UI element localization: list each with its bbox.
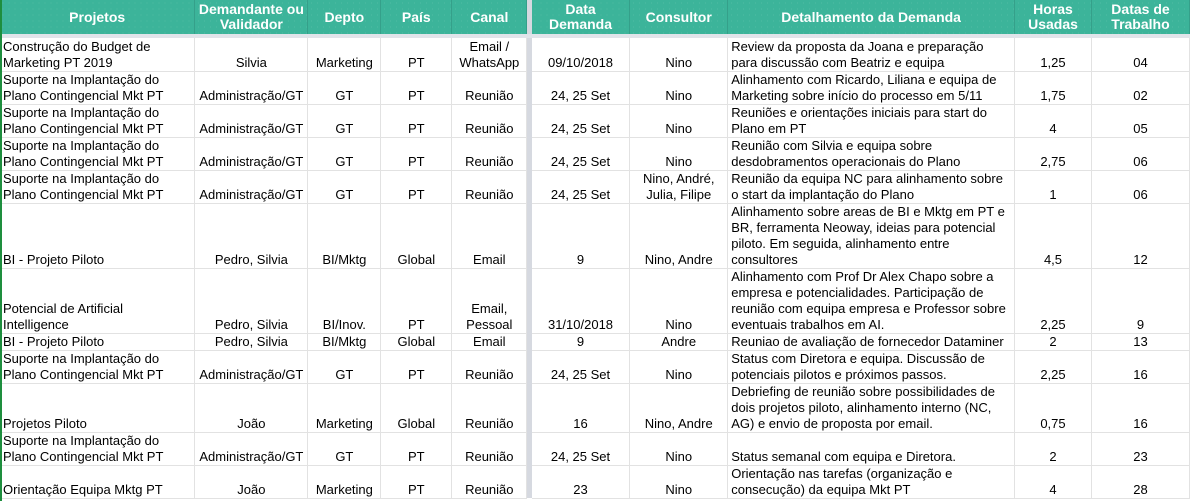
cell-horas-usadas[interactable]: 2 <box>1015 333 1092 350</box>
cell-datas-trabalho[interactable]: 13 <box>1091 333 1189 350</box>
header-horas-usadas[interactable]: Horas Usadas <box>1015 0 1092 34</box>
cell-projeto[interactable]: Suporte na Implantação do Plano Contingencial Mkt PT <box>0 170 195 203</box>
cell-datas-trabalho[interactable]: 02 <box>1091 71 1189 104</box>
cell-consultor[interactable]: Nino, Andre <box>630 203 728 268</box>
cell-horas-usadas[interactable]: 4 <box>1015 465 1092 498</box>
cell-pais[interactable]: Global <box>381 333 452 350</box>
cell-depto[interactable]: GT <box>308 137 381 170</box>
cell-depto[interactable]: Marketing <box>308 38 381 71</box>
cell-depto[interactable]: GT <box>308 350 381 383</box>
left-accent-bar <box>0 0 2 501</box>
cell-canal[interactable]: Reunião <box>452 350 527 383</box>
header-detalhamento[interactable]: Detalhamento da Demanda <box>728 0 1015 34</box>
cell-datas-trabalho[interactable]: 06 <box>1091 170 1189 203</box>
cell-pais[interactable]: PT <box>381 465 452 498</box>
cell-projeto[interactable]: Suporte na Implantação do Plano Contingencial Mkt PT <box>0 432 195 465</box>
cell-pais[interactable]: Global <box>381 203 452 268</box>
cell-projeto[interactable]: BI - Projeto Piloto <box>0 203 195 268</box>
cell-horas-usadas[interactable]: 2,25 <box>1015 268 1092 333</box>
cell-horas-usadas[interactable]: 1,25 <box>1015 38 1092 71</box>
cell-canal[interactable]: Reunião <box>452 432 527 465</box>
cell-demandante[interactable]: Pedro, Silvia <box>195 333 308 350</box>
cell-demandante[interactable]: Silvia <box>195 38 308 71</box>
cell-pais[interactable]: Global <box>381 383 452 432</box>
cell-canal[interactable]: Email, Pessoal <box>452 268 527 333</box>
cell-horas-usadas[interactable]: 2 <box>1015 432 1092 465</box>
cell-depto[interactable]: Marketing <box>308 383 381 432</box>
cell-consultor[interactable]: Nino <box>630 71 728 104</box>
table-row <box>0 383 1190 432</box>
table-row <box>0 71 1190 104</box>
cell-canal[interactable]: Reunião <box>452 465 527 498</box>
cell-horas-usadas[interactable]: 4,5 <box>1015 203 1092 268</box>
cell-demandante[interactable]: Administração/GT <box>195 71 308 104</box>
cell-depto[interactable]: Marketing <box>308 465 381 498</box>
cell-depto[interactable]: GT <box>308 71 381 104</box>
cell-depto[interactable]: GT <box>308 170 381 203</box>
cell-data-demanda[interactable]: 9 <box>532 203 630 268</box>
cell-datas-trabalho[interactable]: 23 <box>1091 432 1189 465</box>
cell-consultor[interactable]: Nino <box>630 268 728 333</box>
cell-datas-trabalho[interactable]: 28 <box>1091 465 1189 498</box>
cell-consultor[interactable]: Nino <box>630 465 728 498</box>
cell-projeto[interactable]: Suporte na Implantação do Plano Contingencial Mkt PT <box>0 104 195 137</box>
header-data-demanda[interactable]: Data Demanda <box>532 0 630 34</box>
cell-projeto[interactable]: Orientação Equipa Mktg PT <box>0 465 195 498</box>
cell-detalhamento[interactable]: Alinhamento com Ricardo, Liliana e equipa de Marketing sobre início do processo em 5/11 <box>728 71 1015 104</box>
table-row <box>0 38 1190 71</box>
table-row <box>0 104 1190 137</box>
cell-datas-trabalho[interactable]: 06 <box>1091 137 1189 170</box>
cell-demandante[interactable]: Administração/GT <box>195 350 308 383</box>
cell-pais[interactable]: PT <box>381 137 452 170</box>
cell-detalhamento[interactable]: Debriefing de reunião sobre possibilidades de dois projetos piloto, alinhamento interno (NC, AG) e envio de proposta por email. <box>728 383 1015 432</box>
cell-consultor[interactable]: Nino, André, Julia, Filipe <box>630 170 728 203</box>
table-row <box>0 170 1190 203</box>
header-depto[interactable]: Depto <box>308 0 381 34</box>
header-pais[interactable]: País <box>381 0 452 34</box>
cell-projeto[interactable]: Suporte na Implantação do Plano Contingencial Mkt PT <box>0 137 195 170</box>
cell-detalhamento[interactable]: Status com Diretora e equipa. Discussão de potenciais pilotos e próximos passos. <box>728 350 1015 383</box>
cell-detalhamento[interactable]: Review da proposta da Joana e preparação para discussão com Beatriz e equipa <box>728 38 1015 71</box>
cell-data-demanda[interactable]: 23 <box>532 465 630 498</box>
cell-consultor[interactable]: Nino <box>630 350 728 383</box>
cell-projeto[interactable]: Suporte na Implantação do Plano Contingencial Mkt PT <box>0 71 195 104</box>
cell-pais[interactable]: PT <box>381 71 452 104</box>
cell-projeto[interactable]: BI - Projeto Piloto <box>0 333 195 350</box>
cell-canal[interactable]: Reunião <box>452 104 527 137</box>
cell-pais[interactable]: PT <box>381 350 452 383</box>
cell-consultor[interactable]: Nino <box>630 38 728 71</box>
cell-data-demanda[interactable]: 24, 25 Set <box>532 170 630 203</box>
cell-canal[interactable]: Reunião <box>452 170 527 203</box>
table-row <box>0 203 1190 268</box>
cell-detalhamento[interactable]: Reuniões e orientações iniciais para start do Plano em PT <box>728 104 1015 137</box>
cell-consultor[interactable]: Andre <box>630 333 728 350</box>
cell-depto[interactable]: BI/Inov. <box>308 268 381 333</box>
header-demandante[interactable]: Demandante ou Validador <box>195 0 308 34</box>
header-projetos[interactable]: Projetos <box>0 0 195 34</box>
cell-detalhamento[interactable]: Status semanal com equipa e Diretora. <box>728 432 1015 465</box>
table-row <box>0 268 1190 333</box>
cell-horas-usadas[interactable]: 1,75 <box>1015 71 1092 104</box>
cell-depto[interactable]: GT <box>308 104 381 137</box>
cell-projeto[interactable]: Projetos Piloto <box>0 383 195 432</box>
cell-demandante[interactable]: Administração/GT <box>195 104 308 137</box>
table-row <box>0 137 1190 170</box>
cell-demandante[interactable]: Pedro, Silvia <box>195 268 308 333</box>
cell-demandante[interactable]: João <box>195 383 308 432</box>
cell-canal[interactable]: Email <box>452 333 527 350</box>
cell-pais[interactable]: PT <box>381 268 452 333</box>
cell-consultor[interactable]: Nino <box>630 137 728 170</box>
cell-horas-usadas[interactable]: 2,75 <box>1015 137 1092 170</box>
cell-pais[interactable]: PT <box>381 104 452 137</box>
cell-canal[interactable]: Email <box>452 203 527 268</box>
cell-data-demanda[interactable]: 24, 25 Set <box>532 350 630 383</box>
cell-canal[interactable]: Reunião <box>452 137 527 170</box>
cell-data-demanda[interactable]: 24, 25 Set <box>532 137 630 170</box>
cell-demandante[interactable]: Administração/GT <box>195 137 308 170</box>
cell-demandante[interactable]: Pedro, Silvia <box>195 203 308 268</box>
cell-horas-usadas[interactable]: 0,75 <box>1015 383 1092 432</box>
cell-depto[interactable]: BI/Mktg <box>308 333 381 350</box>
cell-projeto[interactable]: Potencial de Artificial Intelligence <box>0 268 195 333</box>
cell-pais[interactable]: PT <box>381 170 452 203</box>
cell-pais[interactable]: PT <box>381 432 452 465</box>
cell-horas-usadas[interactable]: 2,25 <box>1015 350 1092 383</box>
cell-data-demanda[interactable]: 9 <box>532 333 630 350</box>
cell-datas-trabalho[interactable]: 16 <box>1091 350 1189 383</box>
cell-canal[interactable]: Reunião <box>452 71 527 104</box>
cell-datas-trabalho[interactable]: 04 <box>1091 38 1189 71</box>
header-consultor[interactable]: Consultor <box>630 0 728 34</box>
cell-data-demanda[interactable]: 24, 25 Set <box>532 104 630 137</box>
cell-canal[interactable]: Reunião <box>452 383 527 432</box>
cell-datas-trabalho[interactable]: 9 <box>1091 268 1189 333</box>
cell-detalhamento[interactable]: Reunião com Silvia e equipa sobre desdobramentos operacionais do Plano <box>728 137 1015 170</box>
cell-projeto[interactable]: Construção do Budget de Marketing PT 2019 <box>0 38 195 71</box>
cell-detalhamento[interactable]: Reunião da equipa NC para alinhamento sobre o start da implantação do Plano <box>728 170 1015 203</box>
cell-demandante[interactable]: Administração/GT <box>195 170 308 203</box>
cell-datas-trabalho[interactable]: 05 <box>1091 104 1189 137</box>
table-row <box>0 333 1190 350</box>
cell-detalhamento[interactable]: Alinhamento sobre areas de BI e Mktg em PT e BR, ferramenta Neoway, ideias para potencial piloto. Em seguida, alinhamento entre consultores <box>728 203 1015 268</box>
cell-data-demanda[interactable]: 24, 25 Set <box>532 432 630 465</box>
cell-datas-trabalho[interactable]: 12 <box>1091 203 1189 268</box>
cell-datas-trabalho[interactable]: 16 <box>1091 383 1189 432</box>
cell-detalhamento[interactable]: Reuniao de avaliação de fornecedor Dataminer <box>728 333 1015 350</box>
cell-detalhamento[interactable]: Orientação nas tarefas (organização e consecução) da equipa Mkt PT <box>728 465 1015 498</box>
cell-depto[interactable]: GT <box>308 432 381 465</box>
cell-data-demanda[interactable]: 24, 25 Set <box>532 71 630 104</box>
cell-consultor[interactable]: Nino, Andre <box>630 383 728 432</box>
table-row <box>0 350 1190 383</box>
cell-demandante[interactable]: João <box>195 465 308 498</box>
cell-detalhamento[interactable]: Alinhamento com Prof Dr Alex Chapo sobre a empresa e potencialidades. Participação de reunião com equipa empresa e Professor sobre eventuais trabalhos em AI. <box>728 268 1015 333</box>
header-canal[interactable]: Canal <box>452 0 527 34</box>
cell-horas-usadas[interactable]: 1 <box>1015 170 1092 203</box>
header-row <box>0 0 1190 34</box>
cell-horas-usadas[interactable]: 4 <box>1015 104 1092 137</box>
cell-consultor[interactable]: Nino <box>630 432 728 465</box>
table-row <box>0 465 1190 498</box>
cell-data-demanda[interactable]: 31/10/2018 <box>532 268 630 333</box>
cell-depto[interactable]: BI/Mktg <box>308 203 381 268</box>
cell-data-demanda[interactable]: 16 <box>532 383 630 432</box>
cell-data-demanda[interactable]: 09/10/2018 <box>532 38 630 71</box>
cell-canal[interactable]: Email / WhatsApp <box>452 38 527 71</box>
cell-demandante[interactable]: Administração/GT <box>195 432 308 465</box>
cell-consultor[interactable]: Nino <box>630 104 728 137</box>
cell-projeto[interactable]: Suporte na Implantação do Plano Contingencial Mkt PT <box>0 350 195 383</box>
table-row <box>0 432 1190 465</box>
header-datas-trabalho[interactable]: Datas de Trabalho <box>1091 0 1189 34</box>
cell-pais[interactable]: PT <box>381 38 452 71</box>
